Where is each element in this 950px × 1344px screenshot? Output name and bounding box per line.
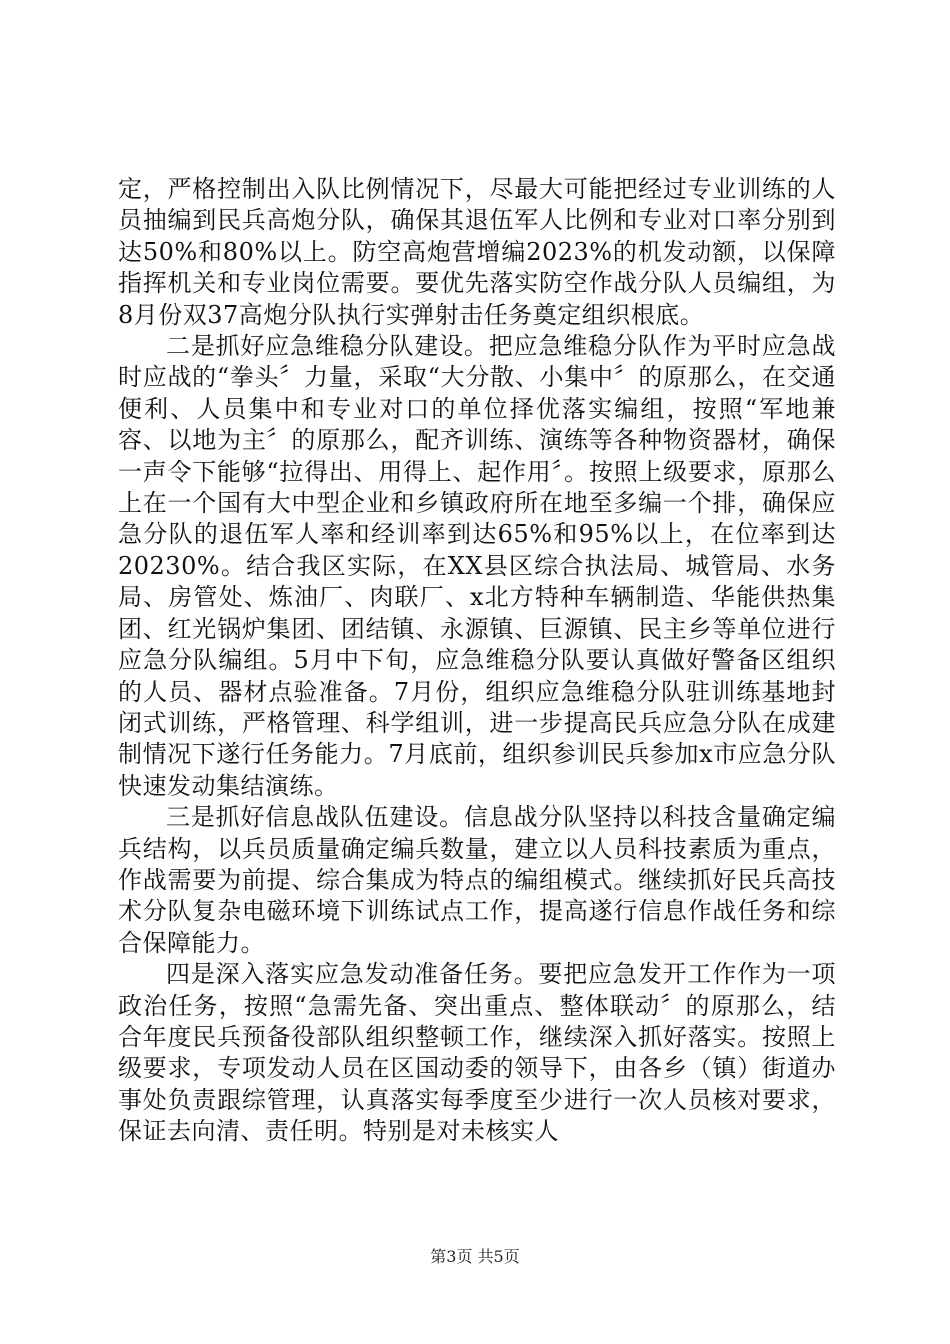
paragraph-3: 三是抓好信息战队伍建设。信息战分队坚持以科技含量确定编兵结构，以兵员质量确定编兵数量，建立以人员科技素质为重点，作战需要为前提、综合集成为特点的编组模式。继续抓好民兵高技术分队复杂电磁环境下训练试点工作，提高遂行信息作战任务和综合保障能力。 [118,803,836,957]
document-body [118,174,836,1148]
paragraph-2: 二是抓好应急维稳分队建设。把应急维稳分队作为平时应急战时应战的“拳头〞力量，采取“大分散、小集中〞的原那么，在交通便利、人员集中和专业对口的单位择优落实编组，按照“军地兼容、以地为主〞的原那么，配齐训练、演练等各种物资器材，确保一声令下能够“拉得出、用得上、起作用〞。按照上级要求，原那么上在一个国有大中型企业和乡镇政府所在地至多编一个排，确保应急分队的退伍军人率和经训率到达65%和95%以上，在位率到达20230%。结合我区实际，在XX县区综合执法局、城管局、水务局、房管处、炼油厂、肉联厂、x北方特种车辆制造、华能供热集团、红光锅炉集团、团结镇、永源镇、巨源镇、民主乡等单位进行应急分队编组。5月中下旬，应急维稳分队要认真做好警备区组织的人员、器材点验准备。7月份，组织应急维稳分队驻训练基地封闭式训练，严格管理、科学组训，进一步提高民兵应急分队在成建制情况下遂行任务能力。7月底前，组织参训民兵参加x市应急分队快速发动集结演练。 [118,332,836,800]
page-footer: 第3页 共5页 [430,1247,520,1266]
paragraph-4: 四是深入落实应急发动准备任务。要把应急发开工作作为一项政治任务，按照“急需先备、突出重点、整体联动〞的原那么，结合年度民兵预备役部队组织整顿工作，继续深入抓好落实。按照上级要求，专项发动人员在区国动委的领导下，由各乡（镇）街道办事处负责跟综管理，认真落实每季度至少进行一次人员核对要求，保证去向清、责任明。特别是对未核实人 [118,960,836,1146]
paragraph-1: 定，严格控制出入队比例情况下，尽最大可能把经过专业训练的人员抽编到民兵高炮分队，确保其退伍军人比例和专业对口率分别到达50%和80%以上。防空高炮营增编2023%的机发动额，以保障指挥机关和专业岗位需要。要优先落实防空作战分队人员编组，为8月份双37高炮分队执行实弹射击任务奠定组织根底。 [118,175,836,329]
